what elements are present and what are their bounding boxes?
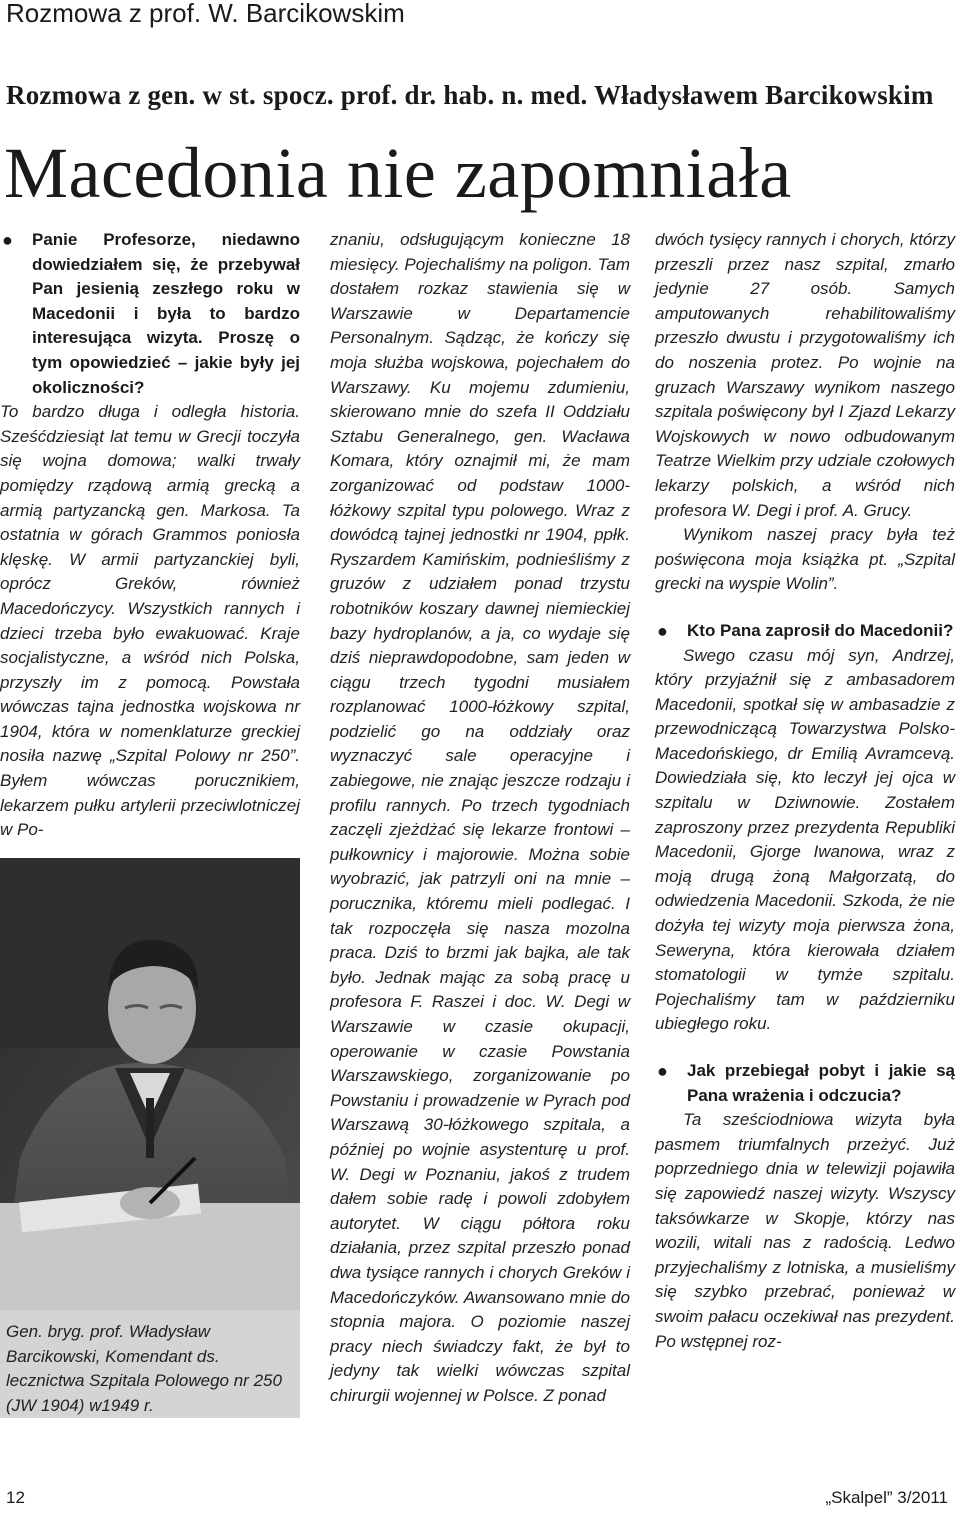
question-3 — [655, 1059, 955, 1108]
portrait-photo — [0, 858, 300, 1310]
magazine-issue: „Skalpel” 3/2011 — [825, 1488, 948, 1507]
bullet-icon: ● — [657, 1061, 668, 1081]
answer-paragraph: Wynikom naszej pracy była też poświęcona moja książka pt. „Szpital grecki na wyspie Wolin”. — [655, 525, 955, 594]
photo-block — [0, 858, 300, 1418]
running-head: Rozmowa z prof. W. Barcikowskim — [6, 0, 405, 28]
column-1 — [0, 228, 300, 843]
answer-paragraph: dwóch tysięcy rannych i chorych, którzy przeszli przez nasz szpital, zmarło jedynie 27 osób. Samych amputowanych rehabilitowaliśmy przeszło dwustu i przygotowaliśmy ich do noszenia protez. Po wojnie na gruzach Warszawy wynikom naszego szpitala poświęcony był I Zjazd Lekarzy Wojskowych w nowo odbudowanym Teatrze Wielkim przy udziale czołowych lekarzy polskich, a wśród nich profesora W. Degi i prof. A. Grucy. — [655, 230, 955, 520]
photo-caption: Gen. bryg. prof. Władysław Barcikowski, Komendant ds. lecznictwa Szpitala Polowego nr 250 (JW 1904) w1949 r. — [6, 1322, 282, 1415]
question-2 — [655, 619, 955, 644]
bullet-icon: ● — [2, 230, 13, 250]
article-headline: Macedonia nie zapomniała — [4, 133, 792, 213]
page-number: 12 — [6, 1488, 25, 1507]
question-1 — [0, 228, 300, 400]
portrait-illustration — [0, 858, 300, 1310]
question-text: Kto Pana zaprosił do Macedonii? — [687, 620, 954, 640]
column-3 — [655, 228, 955, 1354]
question-text: Panie Profesorze, niedawno dowiedziałem się, że przebywał Pan jesienią zeszłego roku w Macedonii i była to bardzo interesująca wizyta. Proszę o tym opowiedzieć – jakie były jej okoliczności? — [32, 230, 300, 397]
bullet-icon: ● — [657, 620, 668, 641]
answer-paragraph: znaniu, odsługującym konieczne 18 miesięcy. Pojechaliśmy na poligon. Tam dostałem rozkaz stawienia się w Warszawie w Departamencie Personalnym. Sądząc, że kończy się moja służba wojskowa, pojechałem do Warszawy. Ku mojemu zdumieniu, skierowano mnie do szefa II Oddziału Sztabu Generalnego, gen. Wacława Komara, który oznajmił mi, że mam zorganizować od podstaw 1000-łóżkowy szpital typu polowego. Wraz z dowódcą tajnej jednostki nr 1904, ppłk. Ryszardem Kamińskim, podnieśliśmy z gruzów z udziałem ponad trzystu robotników koszary dawnej niemieckiej bazy hydroplanów, a ja, co wydaje się dziś nieprawdopodobne, sam jeden w ciągu trzech tygodni musiałem rozplanować 1000-łóżkowy szpital, podzielić go na oddziały oraz wyznaczyć sale operacyjne i zabiegowe, nie znając jeszcze rodzaju i profilu rannych. Po trzech tygodniach zaczęli zjeżdżać się lekarze frontowi – pułkownicy i majorowie. Można sobie wyobrazić, jak patrzyli oni na mnie – porucznika, któremu mieli podlegać. I tak rozpoczęła się nasza mozolna praca. Dziś to brzmi jak bajka, ale tak było. Jednak mając za sobą pracę u profesora F. Raszei i doc. W. Degi w Warszawie w czasie okupacji, operowanie w czasie Powstania Warszawskiego, zorganizowanie po Powstaniu i prowadzenie w Pyrach pod Warszawą 30-łóżkowego szpitala, a później po wojnie asystenturę u prof. W. Degi w Poznaniu, jakoś z trudem dałem sobie radę i powoli zdobyłem autorytet. W ciągu półtora roku działania, przez szpital przeszło ponad dwa tysiące rannych i chorych Greków i Macedończyków. Awansowano mnie do stopnia majora. O poziomie naszej pracy niech świadczy fakt, że był to jedyny tak wielki wówczas szpital chirurgii wojennej w Polsce. Z ponad — [330, 230, 630, 1405]
answer-paragraph: Ta sześciodniowa wizyta była pasmem triumfalnych przeżyć. Już poprzedniego dnia w telewizji pojawiła się zapowiedź naszej wizyty. Wszyscy taksówkarze w Skopje, którzy nas wozili, witali nas z radością. Ledwo przyjechaliśmy z lotniska, a musieliśmy się szybko przebrać, ponieważ w swoim pałacu oczekiwał nas prezydent. Po wstępnej roz- — [655, 1110, 955, 1351]
question-text: Jak przebiegał pobyt i jakie są Pana wrażenia i odczucia? — [687, 1061, 955, 1105]
answer-paragraph: To bardzo długa i odległa historia. Sześćdziesiąt lat temu w Grecji toczyła się wojna domowa; walki trwały pomiędzy rządową armią grecką a armią partyzancką gen. Markosa. Ta ostatnia w górach Grammos poniosła klęskę. W armii partyzanckiej byli, oprócz Greków, również Macedończycy. Wszystkich rannych i dzieci trzeba było ewakuować. Kraje socjalistyczne, a wśród nich Polska, przyszły im z pomocą. Powstała wówczas tajna jednostka wojskowa nr 1904, która w nomenklaturze greckiej nosiła nazwę „Szpital Polowy nr 250”. Byłem wówczas porucznikiem, lekarzem pułku artylerii przeciwlotniczej w Po- — [0, 402, 300, 840]
column-2 — [330, 228, 630, 1409]
answer-paragraph: Swego czasu mój syn, Andrzej, który przyjaźnił się z ambasadorem Macedonii, spotkał się w ambasadzie z przewodniczącą Towarzystwa Polsko-Macedońskiego, dr Emilią Avramcevą. Dowiedziała się, kto leczył jej ojca w szpitalu w Dziwnowie. Zostałem zaproszony przez prezydenta Republiki Macedonii, Gjorge Iwanowa, wraz z moją drugą żoną Małgorzatą, do odwiedzenia Macedonii. Szkoda, że nie dożyła tej wizyty moja pierwsza żona, Seweryna, która kierowała działem stomatologii w tymże szpitalu. Pojechaliśmy tam w październiku ubiegłego roku. — [655, 645, 955, 1034]
article-subtitle: Rozmowa z gen. w st. spocz. prof. dr. hab. n. med. Władysławem Barcikowskim — [6, 80, 934, 110]
